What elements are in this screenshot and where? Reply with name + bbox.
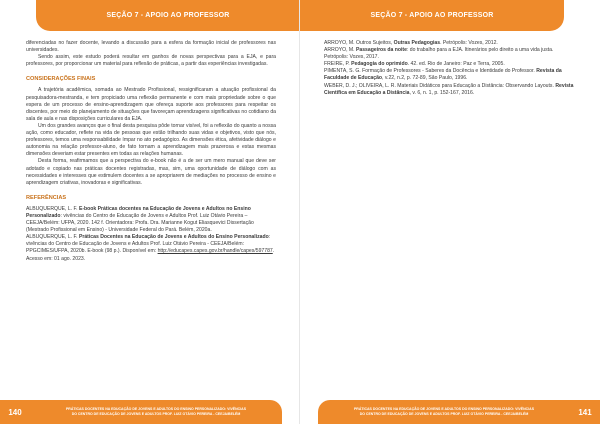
- footer-title: PRÁTICAS DOCENTES NA EDUCAÇÃO DE JOVENS E ADULTOS DO ENSINO PERSONALIZADO: VIVÊNCIAS DO CENTRO DE EDUCAÇÃO DE JOVENS E ADULTOS PROF. LUIZ OTÁVIO PEREIRA - CEEJA/BELÉM: [353, 407, 535, 416]
- page-number: 140: [8, 407, 22, 417]
- reference-entry: FREIRE, P. Pedagogia do oprimido. 42. ed. Rio de Janeiro: Paz e Terra, 2005.: [324, 61, 505, 68]
- reference-entry: WEBER, D. J.; OLIVEIRA, L. R. Materiais Didáticos para Educação a Distância: Observando Layouts. Revista Científica em Educação a Distância, v. 6, n. 1, p. 152-167, 2016.: [324, 82, 574, 96]
- section-banner: SEÇÃO 7 - APOIO AO PROFESSOR: [300, 0, 564, 31]
- paragraph: Desta forma, reafirmamos que a perspectiva do e-book não é a de ser um mero manual que deve ser adotado e copiado nas práticas docentes registradas, mas, sim, uma oportunidade de diálogo com as necessidades e interesses que estimulem docentes a se apropriarem de mediações no processo de ensino e aprendizagem criativas, inovadoras e significativas.: [26, 158, 276, 186]
- heading-references: REFERÊNCIAS: [26, 194, 67, 201]
- ref-title: Práticas Docentes na Educação de Jovens e Adultos do Ensino Personalizado: [78, 234, 269, 241]
- page-number: 141: [578, 407, 592, 417]
- paragraph: A trajetória acadêmica, somada ao Mestrado Profissional, ressignificaram a atuação profissional da pesquisadora-mestranda, e tem propiciado uma reflexão permanente e com mais propriedade sobre o que espera de um processo de ensino-aprendizagem que ofereça suporte aos professores para respeitar os discentes, por meio do planejamento de situações que favoreçam aprendizagens significativas no cotidiano da sala de aula e nas disposições curriculares da EJA.: [26, 87, 276, 122]
- ref-access: . Acesso em: 01 ago. 2023.: [26, 248, 275, 262]
- left-page-body: [26, 40, 276, 263]
- right-page-body: [324, 40, 574, 97]
- reference-entry: PIMENTA, S. G. Formação de Professores - Saberes da Docência e Identidade do Professor. Revista da Faculdade de Educação, v.22, n.2, p. 72-89, São Paulo, 1996.: [324, 68, 562, 82]
- reference-entry: [26, 234, 276, 262]
- reference-entry: [26, 206, 276, 234]
- page-footer: [318, 400, 600, 424]
- reference-entry: ARROYO, M. Passageiros da noite: do trabalho para a EJA. Itinerários pelo direito a uma vida justa. Petrópolis: Vozes, 2017.: [324, 47, 554, 61]
- ref-details: : vivências do Centro de Educação de Jovens e Adultos Prof. Luiz Otávio Pereira – CEEJA/Belém: UFPA, 2020. 142 f. Orientadora: Profa. Dra. Marianne Kogut Eliasquevici Dissertação (Mestrado Profissional em Ensino) - Universidade Federal do Pará. Belém, 2020a.: [26, 212, 254, 234]
- paragraph: Sendo assim, este estudo poderá resultar em ganhos de novas perspectivas para a EJA, e para professores, por proporcionar um material para reflexão de práticas, a partir das experiências investigadas.: [26, 54, 276, 68]
- right-page: [300, 0, 600, 424]
- ref-link[interactable]: http://educapes.capes.gov.br/handle/capes/597787: [157, 248, 273, 255]
- ref-title: E-book Práticas docentes na Educação de Jovens e Adultos no Ensino Personalizado: [26, 205, 251, 219]
- heading-final-considerations: CONSIDERAÇÕES FINAIS: [26, 76, 96, 83]
- footer-title: PRÁTICAS DOCENTES NA EDUCAÇÃO DE JOVENS E ADULTOS DO ENSINO PERSONALIZADO: VIVÊNCIAS DO CENTRO DE EDUCAÇÃO DE JOVENS E ADULTOS PROF. LUIZ OTÁVIO PEREIRA - CEEJA/BELÉM: [65, 407, 247, 416]
- page-footer: [0, 400, 282, 424]
- section-banner: SEÇÃO 7 - APOIO AO PROFESSOR: [36, 0, 300, 31]
- ref-author: ALBUQUERQUE, L. F.: [26, 234, 78, 241]
- paragraph: diferenciadas no fazer docente, levando a discussão para a esfera da formação inicial de professores nas universidades.: [26, 40, 276, 54]
- reference-entry: ARROYO, M. Outros Sujeitos, Outras Pedagogias. Petrópolis: Vozes, 2012.: [324, 40, 498, 46]
- ref-details: : vivências do Centro de Educação de Jovens e Adultos Prof. Luiz Otávio Pereira - CEEJA/Belém: PPGCIMES/UFPA, 2020b. E-book (98 p.). Disponível em:: [26, 234, 271, 255]
- paragraph: Um dos grandes avanços que o final desta pesquisa pôde tornar visível, foi a reflexão do quanto a nossa ação, como educador, reflete na vida de pessoas que estão trilhando suas vidas e objetivos, visto que nós, professores, temos uma responsabilidade ímpar no ato pedagógico. As dimensões ética, afetividade diálogo e autonomia na relação professor-aluno, de fato tornam a aprendizagem mais prazerosa e estas mesmas dimensões deveriam estar presentes em todas as relações humanas.: [26, 122, 276, 158]
- ref-author: ALBUQUERQUE, L. F.: [26, 205, 78, 212]
